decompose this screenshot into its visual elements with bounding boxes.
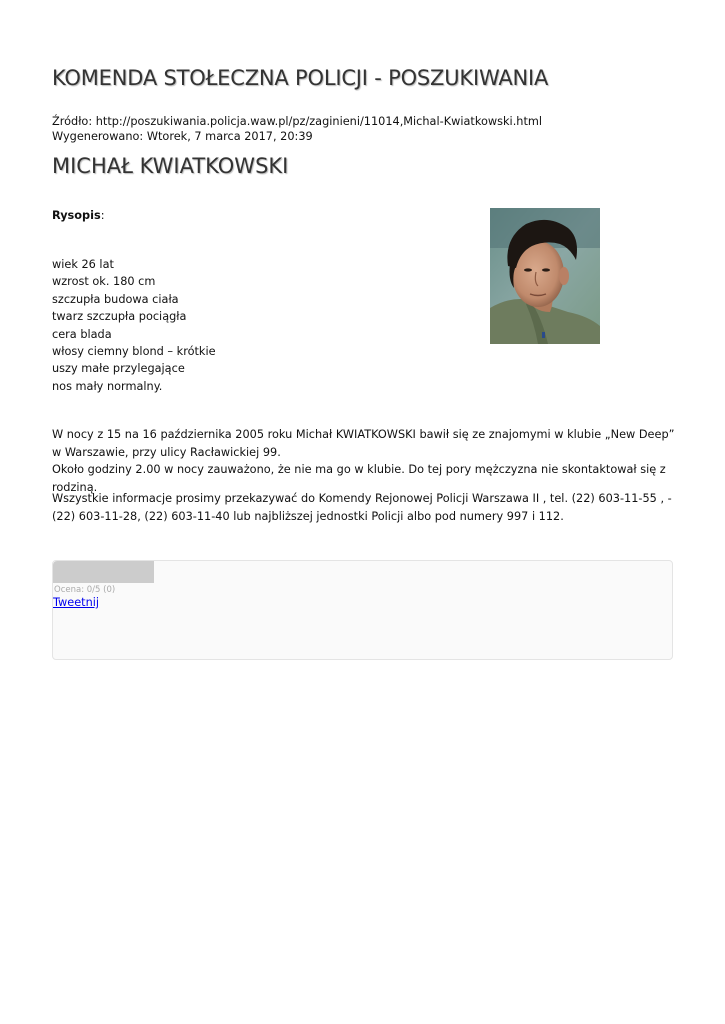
tweet-link[interactable]: Tweetnij xyxy=(53,596,100,609)
description-item: twarz szczupła pociągła xyxy=(52,310,187,324)
description-item: szczupła budowa ciała xyxy=(52,292,179,306)
document-meta xyxy=(52,114,542,144)
description-list xyxy=(52,256,216,395)
source-url-line: Źródło: http://poszukiwania.policja.waw.pl/pz/zaginieni/11014,Michal-Kwiatkowski.html xyxy=(52,115,543,128)
person-photo xyxy=(490,208,600,344)
rating-stars-bar[interactable] xyxy=(53,561,154,583)
rating-panel xyxy=(52,560,673,660)
description-item: wiek 26 lat xyxy=(52,258,114,271)
rysopis-colon: : xyxy=(100,209,105,222)
description-item: nos mały normalny. xyxy=(52,379,163,393)
circumstances-text: W nocy z 15 na 16 października 2005 roku Michał KWIATKOWSKI bawił się ze znajomymi w klubie „New Deep” w Warszawie, przy ulicy Racławickiej 99. xyxy=(52,428,675,459)
description-item: włosy ciemny blond – krótkie xyxy=(52,345,216,359)
generated-date-line: Wygenerowano: Wtorek, 7 marca 2017, 20:39 xyxy=(52,130,313,143)
site-title: KOMENDA STOŁECZNA POLICJI - POSZUKIWANIA xyxy=(52,66,549,90)
rating-text: Ocena: 0/5 (0) xyxy=(54,585,116,595)
person-name: MICHAŁ KWIATKOWSKI xyxy=(52,154,289,178)
description-item: uszy małe przylegające xyxy=(52,362,185,376)
circumstances-text-followup: Około godziny 2.00 w nocy zauważono, że nie ma go w klubie. Do tej pory mężczyzna nie skontaktował się z rodziną. xyxy=(52,463,666,494)
contact-paragraph: Wszystkie informacje prosimy przekazywać do Komendy Rejonowej Policji Warszawa II , tel. (22) 603-11-55 , -(22) 603-11-28, (22) 603-11-40 lub najbliższej jednostki Policji albo pod numery 997 i 112. xyxy=(52,492,672,523)
rysopis-label: Rysopis xyxy=(52,209,101,222)
rysopis-heading xyxy=(52,209,105,222)
description-item: cera blada xyxy=(52,327,112,341)
circumstances-paragraph xyxy=(52,426,677,496)
description-item: wzrost ok. 180 cm xyxy=(52,275,156,289)
